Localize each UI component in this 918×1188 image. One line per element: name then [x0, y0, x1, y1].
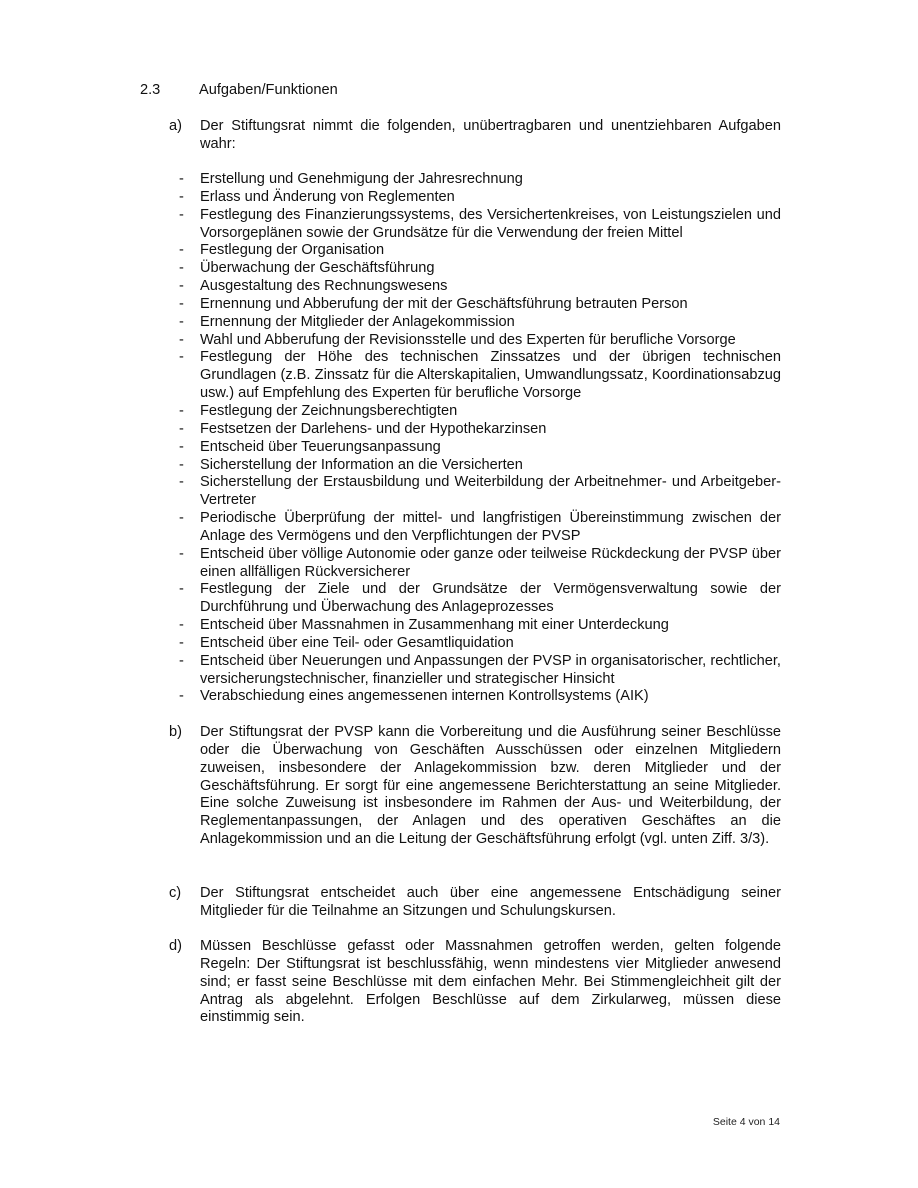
list-item: - Ausgestaltung des Rechnungswesens — [179, 278, 448, 295]
paragraph-a-text: Der Stiftungsrat nimmt die folgenden, unübertragbaren und unentziehbaren Aufgaben wahr: — [200, 118, 781, 152]
list-item: - Entscheid über eine Teil- oder Gesamtliquidation — [179, 634, 514, 651]
paragraph-d-label: d) — [169, 938, 182, 954]
list-item: - Festlegung der Ziele und der Grundsätze der Vermögensverwaltung sowie der Durchführung und Überwachung des Anlageprozesses — [179, 581, 781, 616]
list-item: - Verabschiedung eines angemessenen internen Kontrollsystems (AIK) — [179, 688, 649, 705]
list-item: - Sicherstellung der Information an die Versicherten — [179, 456, 523, 473]
list-item: - Entscheid über völlige Autonomie oder ganze oder teilweise Rückdeckung der PVSP über einen allfälligen Rückversicherer — [179, 545, 781, 580]
list-item: - Überwachung der Geschäftsführung — [179, 260, 435, 277]
list-item: - Ernennung der Mitglieder der Anlagekommission — [179, 313, 515, 330]
list-item: - Erlass und Änderung von Reglementen — [179, 188, 455, 205]
list-item: - Entscheid über Teuerungsanpassung — [179, 438, 441, 455]
paragraph-a-label: a) — [169, 118, 182, 134]
page-number: Seite 4 von 14 — [712, 1116, 780, 1128]
paragraph-c-text: Der Stiftungsrat entscheidet auch über eine angemessene Entschädigung seiner Mitglieder für die Teilnahme an Sitzungen und Schulungskursen. — [200, 885, 781, 919]
task-list — [177, 171, 781, 706]
list-item: - Festsetzen der Darlehens- und der Hypothekarzinsen — [179, 420, 547, 437]
section-title: Aufgaben/Funktionen — [199, 82, 338, 98]
section-number: 2.3 — [140, 82, 161, 98]
paragraph-b-text: Der Stiftungsrat der PVSP kann die Vorbereitung und die Ausführung seiner Beschlüsse oder die Überwachung von Geschäften Ausschüssen oder einzelnen Mitgliedern zuweisen, insbesondere der Anlagekommission bzw. deren Mitglieder und der Geschäftsführung. Er sorgt für eine angemessene Berichterstattung an seine Mitglieder. Eine solche Zuweisung ist insbesondere im Rahmen der Aus- und Weiterbildung, der Reglementanpassungen, der Anlagen und des operativen Geschäftes an die Anlagekommission und an die Leitung der Geschäftsführung erfolgt (vgl. unten Ziff. 3/3). — [200, 724, 781, 848]
list-item: - Entscheid über Massnahmen in Zusammenhang mit einer Unterdeckung — [179, 617, 669, 634]
list-item: - Wahl und Abberufung der Revisionsstelle und des Experten für berufliche Vorsorge — [179, 331, 736, 348]
paragraph-d — [169, 938, 781, 1027]
paragraph-c-label: c) — [169, 885, 182, 901]
list-item: - Festlegung der Organisation — [179, 242, 385, 259]
paragraph-c — [169, 885, 781, 921]
list-item: - Festlegung der Höhe des technischen Zinssatzes und der übrigen technischen Grundlagen (z.B. Zinssatz für die Alterskapitalien, Umwandlungssatz, Koordinationsabzug usw.) auf Empfehlung des Experten für berufliche Vorsorge — [179, 349, 781, 402]
list-item: - Festlegung des Finanzierungssystems, des Versichertenkreises, von Leistungszielen und Vorsorgeplänen sowie der Grundsätze für die Verwendung der freien Mittel — [179, 206, 781, 241]
list-item: - Erstellung und Genehmigung der Jahresrechnung — [179, 171, 523, 187]
paragraph-d-text: Müssen Beschlüsse gefasst oder Massnahmen getroffen werden, gelten folgende Regeln: Der Stiftungsrat ist beschlussfähig, wenn mindestens vier Mitglieder anwesend sind; er fasst seine Beschlüsse mit dem einfachen Mehr. Bei Stimmengleichheit gilt der Antrag als abgelehnt. Erfolgen Beschlüsse auf dem Zirkularweg, müssen diese einstimmig sein. — [200, 938, 781, 1026]
list-item: - Sicherstellung der Erstausbildung und Weiterbildung der Arbeitnehmer- und Arbeitgeber-Vertreter — [179, 474, 781, 509]
paragraph-a — [169, 118, 781, 154]
list-item: - Periodische Überprüfung der mittel- und langfristigen Übereinstimmung zwischen der Anlage des Vermögens und den Verpflichtungen der PVSP — [179, 510, 781, 544]
paragraph-b — [169, 724, 781, 849]
paragraph-b-label: b) — [169, 724, 182, 740]
list-item: - Entscheid über Neuerungen und Anpassungen der PVSP in organisatorischer, rechtlicher, versicherungstechnischer, finanzieller und strategischer Hinsicht — [179, 652, 781, 687]
list-item: - Festlegung der Zeichnungsberechtigten — [179, 402, 458, 419]
list-item: - Ernennung und Abberufung der mit der Geschäftsführung betrauten Person — [179, 295, 688, 312]
